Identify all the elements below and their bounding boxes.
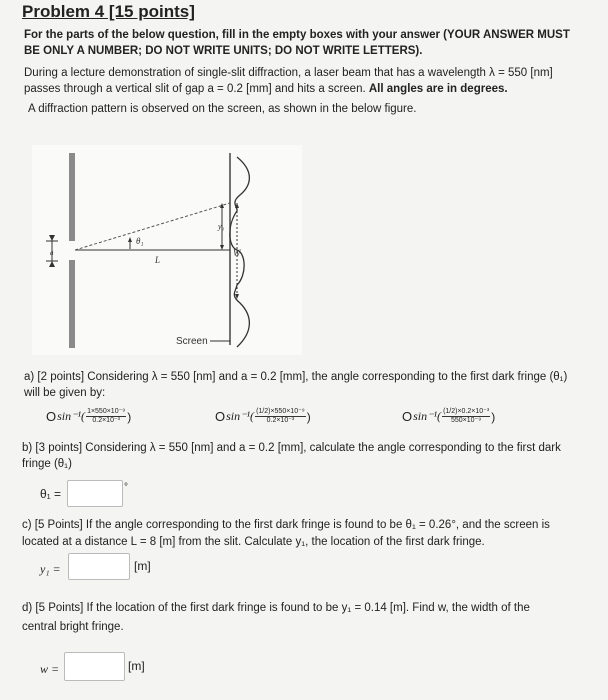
w-input-label: w = (40, 662, 60, 676)
w-unit: [m] (128, 659, 145, 673)
option-fraction (255, 408, 306, 425)
option-a-3[interactable] (402, 408, 495, 425)
L-label: L (155, 255, 161, 265)
option-a-2[interactable] (215, 408, 311, 425)
dashed-ray (75, 203, 230, 250)
diffraction-figure (32, 145, 302, 355)
option-close-paren: ) (306, 409, 311, 424)
instructions: For the parts of the below question, fill in the empty boxes with your answer (YOUR ANSWER MUST BE ONLY A NUMBER; DO NOT WRITE UNITS; DO NOT WRITE LETTERS). (24, 29, 570, 57)
problem-title: Problem 4 [15 points] (22, 2, 195, 21)
slit-barrier-bottom (69, 260, 75, 348)
option-radio[interactable]: O (215, 409, 226, 424)
option-close-paren: ) (127, 409, 132, 424)
degree-unit: ° (124, 482, 128, 493)
option-radio[interactable]: O (46, 409, 57, 424)
option-func: sin⁻¹( (413, 409, 442, 423)
part-c-line-1: c) [5 Points] If the angle corresponding to the first dark fringe is found to be θ₁ = 0.26°, and the screen is (22, 519, 550, 531)
part-b-line-1: b) [3 points] Considering λ = 550 [nm] and a = 0.2 [mm], calculate the angle corresponding to the first dark (22, 442, 561, 454)
y1-unit: [m] (134, 559, 151, 573)
a-label: a (50, 249, 54, 257)
theta-label: θ₁ (136, 236, 144, 246)
fraction-denominator: 550×10⁻⁹ (451, 417, 482, 424)
option-func: sin⁻¹( (226, 409, 255, 423)
part-d-line-2: central bright fringe. (22, 621, 124, 633)
y1-input[interactable] (68, 553, 130, 580)
part-a-line-2: will be given by: (24, 387, 106, 399)
w-label: W (233, 248, 241, 258)
part-c-line-2: located at a distance L = 8 [m] from the slit. Calculate y₁, the location of the first dark fringe. (22, 536, 485, 548)
fraction-numerator: (1/2)×550×10⁻⁹ (256, 408, 305, 415)
slit-barrier-top (69, 153, 75, 241)
part-a-line-1: a) [2 points] Considering λ = 550 [nm] and a = 0.2 [mm], the angle corresponding to the first dark fringe (θ₁) (24, 371, 568, 383)
fraction-denominator: 0.2×10⁻³ (92, 417, 120, 424)
option-func: sin⁻¹( (57, 409, 86, 423)
intro-line-2a: passes through a vertical slit of gap a = 0.2 [mm] and hits a screen. (24, 83, 366, 95)
intro-line-1: During a lecture demonstration of single-slit diffraction, a laser beam that has a wavelength λ = 550 [nm] (24, 67, 553, 79)
w-input[interactable] (64, 652, 125, 681)
y1-input-label: y₁ = (40, 562, 61, 576)
part-b-line-2: fringe (θ₁) (22, 458, 72, 470)
theta1-input[interactable] (67, 480, 123, 507)
intro-line-2b: All angles are in degrees. (368, 83, 508, 95)
intro-line-2 (24, 81, 508, 97)
fraction-denominator: 0.2×10⁻³ (266, 417, 295, 424)
part-d-line-1: d) [5 Points] If the location of the first dark fringe is found to be y₁ = 0.14 [m]. Find w, the width of the (22, 602, 530, 614)
option-radio[interactable]: O (402, 409, 413, 424)
theta1-input-label: θ₁ = (40, 487, 62, 501)
fraction-numerator: (1/2)×0.2×10⁻³ (443, 408, 490, 415)
option-fraction (442, 408, 490, 425)
diffraction-diagram (32, 145, 302, 355)
screen-label: Screen (176, 336, 208, 347)
option-fraction (86, 408, 126, 425)
fraction-numerator: 1×550×10⁻⁹ (87, 408, 126, 415)
option-a-1[interactable] (46, 408, 131, 425)
option-close-paren: ) (491, 409, 496, 424)
intro-line-3: A diffraction pattern is observed on the screen, as shown in the below figure. (28, 103, 417, 115)
y1-label: y₁ (218, 222, 225, 231)
